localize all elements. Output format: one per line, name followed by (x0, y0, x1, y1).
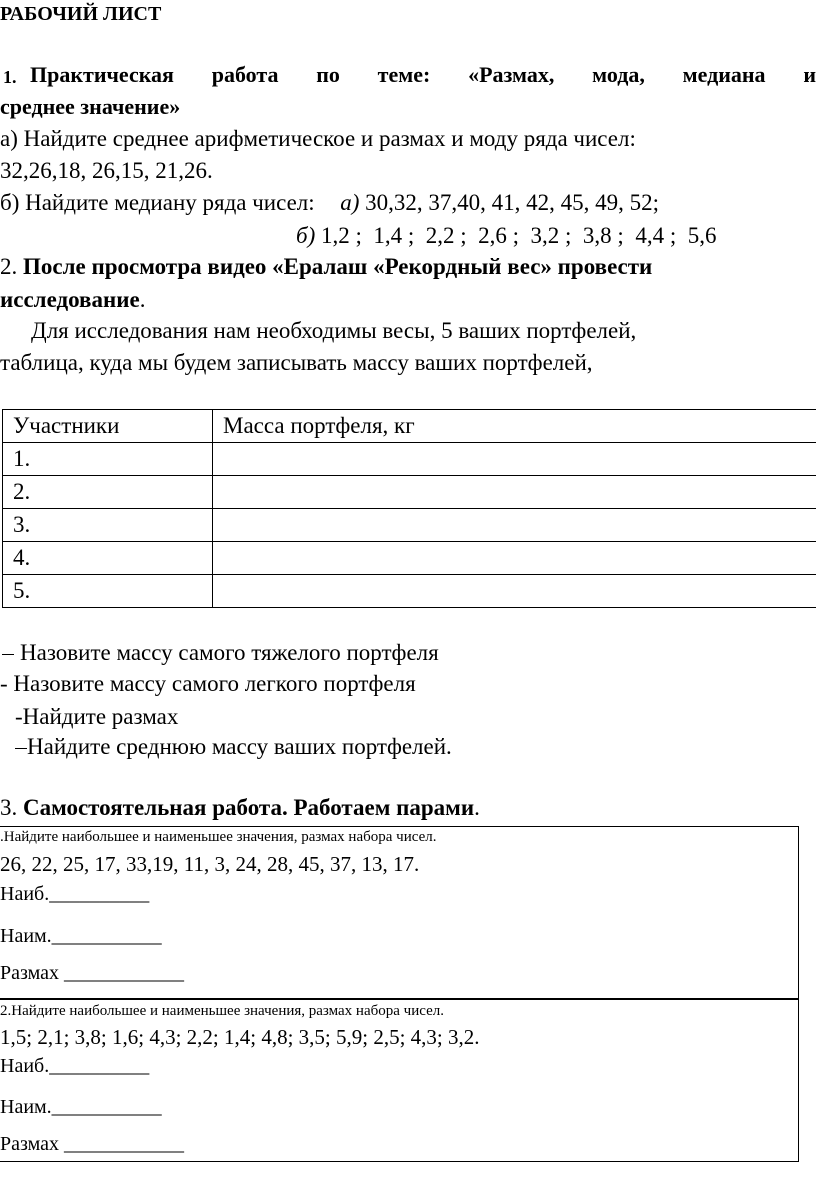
exercise-box (0, 826, 799, 1000)
table-row (3, 542, 816, 575)
question-heaviest: Назовите массу самого тяжелого портфеля (20, 640, 439, 665)
task1-sub-a-label: а) (340, 190, 360, 215)
max-answer[interactable]: Наиб.__________ (0, 883, 150, 905)
task1-sub-a-values: 30,32, 37,40, 41, 42, 45, 49, 52; (365, 190, 659, 215)
task1-part-a-numbers: 32,26,18, 26,15, 21,26. (0, 158, 213, 183)
mass-cell[interactable] (213, 575, 816, 608)
table-row (3, 476, 816, 509)
task2-intro-cont: таблица, куда мы будем записывать массу ваших портфелей, (0, 350, 593, 375)
table-header-row (3, 410, 816, 443)
mass-cell[interactable] (213, 542, 816, 575)
exercise-box (0, 998, 799, 1162)
task2-number: 2. (0, 254, 18, 279)
dash-mark (2, 654, 14, 655)
range-answer[interactable]: Размах ____________ (0, 962, 185, 984)
task1-part-b (0, 190, 659, 216)
question-range: -Найдите размах (15, 704, 179, 729)
row-number: 1. (3, 443, 213, 476)
worksheet-title: РАБОЧИЙ ЛИСТ (0, 3, 162, 25)
task2-heading (0, 254, 652, 280)
task3-heading-text: Самостоятельная работа. Работаем парами (23, 795, 475, 820)
min-answer[interactable]: Наим.___________ (0, 925, 162, 947)
table-row (3, 509, 816, 542)
row-number: 2. (3, 476, 213, 509)
task1-part-b2 (296, 223, 716, 249)
header-participants: Участники (3, 410, 213, 443)
table-row (3, 575, 816, 608)
exercise-prompt: .Найдите наибольшее и наименьшее значения, размах набора чисел. (0, 829, 437, 845)
min-answer[interactable]: Наим.___________ (0, 1096, 162, 1118)
portfolio-mass-table (2, 409, 816, 608)
task1-heading-cont: среднее значение» (0, 94, 181, 119)
range-answer[interactable]: Размах ____________ (0, 1133, 185, 1155)
mass-cell[interactable] (213, 509, 816, 542)
dash-mark (15, 748, 27, 749)
question-average: Найдите среднюю массу ваших портфелей. (27, 734, 452, 759)
table-row (3, 443, 816, 476)
task1-sub-b-label: б) (296, 223, 316, 248)
row-number: 5. (3, 575, 213, 608)
task1-part-b-label: б) Найдите медиану ряда чисел: (0, 190, 315, 215)
exercise-numbers: 26, 22, 25, 17, 33,19, 11, 3, 24, 28, 45, 37, 13, 17. (0, 852, 420, 876)
row-number: 4. (3, 542, 213, 575)
header-mass: Масса портфеля, кг (213, 410, 816, 443)
row-number: 3. (3, 509, 213, 542)
task1-heading: Практическая работа по теме: «Размах, мода, медиана и (30, 62, 816, 87)
mass-cell[interactable] (213, 476, 816, 509)
exercise-prompt: 2.Найдите наибольшее и наименьшее значения, размах набора чисел. (0, 1003, 444, 1019)
question-lightest: - Назовите массу самого легкого портфеля (0, 671, 416, 696)
task3-heading: 3. Самостоятельная работа. Работаем парами. (0, 795, 480, 820)
task1-sub-b-values: 1,2 ; 1,4 ; 2,2 ; 2,6 ; 3,2 ; 3,8 ; 4,4 ; 5,6 (320, 223, 717, 248)
task3-number: 3. (0, 795, 18, 820)
exercise-numbers: 1,5; 2,1; 3,8; 1,6; 4,3; 2,2; 1,4; 4,8; 3,5; 5,9; 2,5; 4,3; 3,2. (0, 1025, 480, 1049)
mass-cell[interactable] (213, 443, 816, 476)
task1-number: 1. (3, 67, 17, 87)
task1-part-a: а) Найдите среднее арифметическое и размах и моду ряда чисел: (0, 126, 636, 151)
max-answer[interactable]: Наиб.__________ (0, 1055, 150, 1077)
task2-heading-text: После просмотра видео «Ералаш «Рекордный вес» провести (23, 254, 653, 279)
task2-intro: Для исследования нам необходимы весы, 5 ваших портфелей, (31, 318, 637, 343)
task2-heading-cont: исследование. (0, 287, 146, 312)
